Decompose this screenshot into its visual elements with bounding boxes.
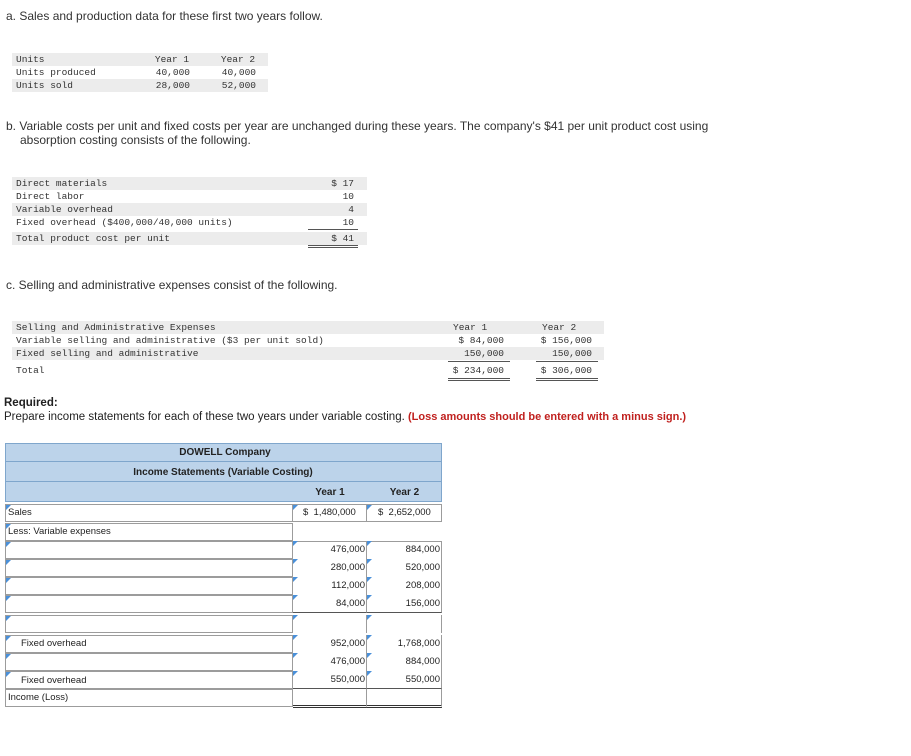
total-product-cost-value: $ 41 [331,233,354,244]
units-produced-label: Units produced [16,67,96,78]
direct-labor-value: 10 [342,191,354,202]
units-produced-y1: 40,000 [155,67,190,78]
total-sa-label: Total [16,365,45,376]
var-expense-4-y2: 156,000 [405,598,440,609]
fixed-overhead-1-y1: 952,000 [330,638,365,649]
sales-label-input[interactable] [5,504,293,522]
var-expense-2-y1: 280,000 [330,562,365,573]
units-sold-y1: 28,000 [155,80,190,91]
company-name: DOWELL Company [179,447,271,458]
variable-overhead-label: Variable overhead [16,204,113,215]
required-instruction [4,411,686,423]
fixed-overhead-1-label: Fixed overhead [21,638,87,649]
required-label: Required: [4,397,58,409]
blank-label-input[interactable] [5,615,293,633]
units-header: Units [16,54,45,65]
sa-header: Selling and Administrative Expenses [16,322,216,333]
total-double-line [308,245,358,248]
variable-sa-y1: $ 84,000 [458,335,504,346]
direct-materials-value: $ 17 [331,178,354,189]
var-expense-3-label-input[interactable] [5,577,293,595]
required-note: (Loss amounts should be entered with a minus sign.) [408,411,687,423]
var-expense-1-y2: 884,000 [405,544,440,555]
var-expense-2-y2: 520,000 [405,562,440,573]
total-sa-y2: $ 306,000 [540,365,592,376]
fixed-sa-y2: 150,000 [552,348,592,359]
fixed-overhead-label: Fixed overhead ($400,000/40,000 units) [16,217,233,228]
variable-overhead-value: 4 [348,204,354,215]
mid-row-y1: 476,000 [330,656,365,667]
part-b-heading-line2: absorption costing consists of the following. [20,133,251,147]
var-expense-4-y1: 84,000 [335,598,365,609]
var-expense-4-label-input[interactable] [5,595,293,613]
fixed-overhead-1-y2: 1,768,000 [397,638,440,649]
total-product-cost-label: Total product cost per unit [16,233,170,244]
sa-year1-header: Year 1 [453,322,488,333]
selling-admin-table [12,321,604,381]
subtotal-line [308,229,358,230]
mid-row-label-input[interactable] [5,653,293,671]
var-expense-1-label-input[interactable] [5,541,293,559]
part-b-heading-line1: b. Variable costs per unit and fixed costs per year are unchanged during these years. The company's $41 per unit product cost using [6,119,709,133]
col-year1: Year 1 [315,487,345,498]
direct-labor-label: Direct labor [16,191,85,202]
col-year2: Year 2 [389,487,420,498]
sales-label: Sales [8,507,32,518]
var-expense-3-y2: 208,000 [405,580,440,591]
part-a-heading: a. Sales and production data for these first two years follow. [6,9,323,23]
year1-header: Year 1 [154,54,190,65]
units-table [12,53,268,93]
fixed-overhead-2-label: Fixed overhead [21,675,87,686]
total-sa-y1: $ 234,000 [452,365,504,376]
income-statement [5,443,442,709]
income-loss-y2-input[interactable] [367,689,442,708]
fixed-sa-label: Fixed selling and administrative [16,348,199,359]
units-sold-y2: 52,000 [221,80,256,91]
sales-y2: $ 2,652,000 [378,507,431,518]
units-sold-label: Units sold [16,80,74,91]
direct-materials-label: Direct materials [16,178,108,189]
fixed-overhead-2-y1: 550,000 [330,674,365,685]
fixed-overhead-value: 10 [342,217,354,228]
blank-y2-input[interactable] [367,615,442,633]
variable-sa-y2: $ 156,000 [540,335,592,346]
income-loss-y1-input[interactable] [293,689,367,708]
fixed-overhead-2-y2: 550,000 [405,674,440,685]
part-c-heading: c. Selling and administrative expenses consist of the following. [6,278,338,292]
units-produced-y2: 40,000 [221,67,256,78]
statement-title: Income Statements (Variable Costing) [133,467,313,478]
mid-row-y2: 884,000 [405,656,440,667]
less-variable-label: Less: Variable expenses [8,526,111,537]
sales-y1: $ 1,480,000 [303,507,356,518]
var-expense-3-y1: 112,000 [331,580,365,591]
required-text: Prepare income statements for each of these two years under variable costing. [4,411,408,423]
var-expense-1-y1: 476,000 [330,544,365,555]
product-cost-table [12,177,367,249]
sa-year2-header: Year 2 [542,322,577,333]
fixed-sa-y1: 150,000 [464,348,504,359]
year2-header: Year 2 [220,54,256,65]
blank-y1-input[interactable] [293,615,367,633]
var-expense-2-label-input[interactable] [5,559,293,577]
variable-sa-label: Variable selling and administrative ($3 per unit sold) [16,335,324,346]
income-loss-label: Income (Loss) [8,692,69,703]
